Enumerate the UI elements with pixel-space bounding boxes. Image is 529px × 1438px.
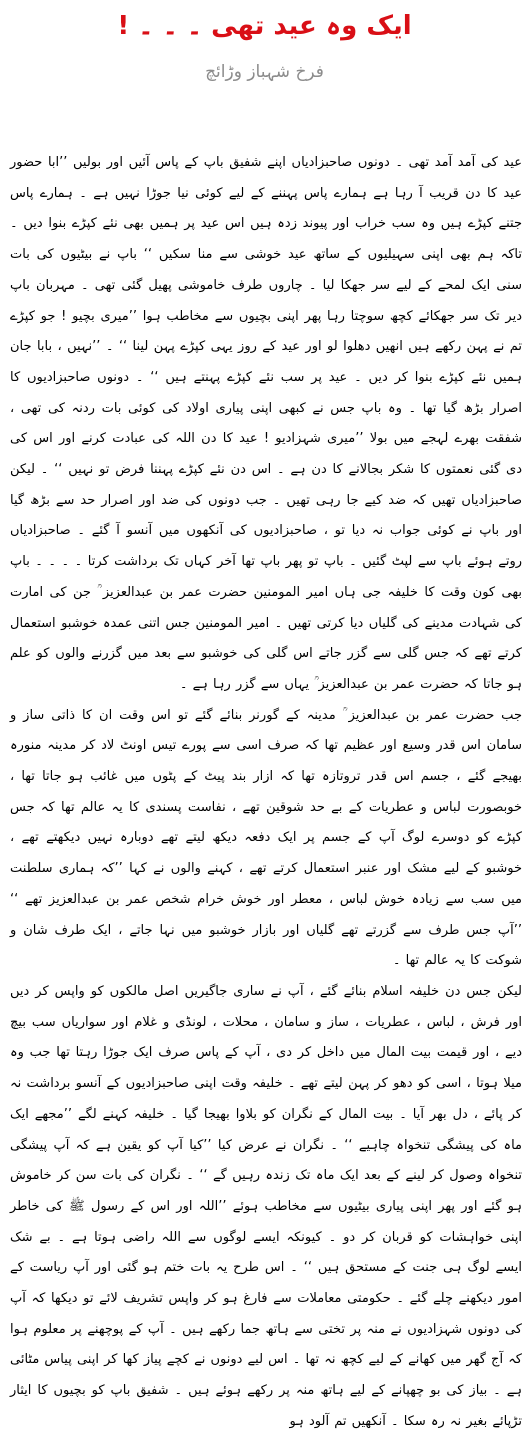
article-title: ایک وہ عید تھی ۔ ۔ ۔ !: [117, 11, 412, 41]
article-header: [0, 0, 529, 110]
article-body: [10, 148, 522, 1438]
paragraph-1: عید کی آمد آمد تھی ۔ دونوں صاحبزادیاں اپنے شفیق باپ کے پاس آئیں اور بولیں ’’ابا حضور عید کا دن قریب آ رہا ہے ہمارے پاس پہننے کے لیے کوئی نیا جوڑا نہیں ہے ۔ ہمارے پاس جتنے کپڑے ہیں وہ سب خراب اور پیوند زدہ ہیں اس عید پر ہمیں بھی نئے کپڑے بنوا دیں ۔ تاکہ ہم بھی اپنی سہیلیوں کے ساتھ عید خوشی سے منا سکیں ‘‘ باپ نے بیٹیوں کی بات سنی ایک لمحے کے لیے سر جھکا لیا ۔ چاروں طرف خاموشی پھیل گئی تھی ۔ مہربان باپ دیر تک سر جھکائے کچھ سوچتا رہا پھر اپنی بچیوں سے مخاطب ہوا ’’میری بچیو ! جو کپڑے تم نے پہن رکھے ہیں انھیں دھلوا لو اور عید کے روز یہی کپڑے پہن لینا ‘‘ ۔ ’’نہیں ، بابا جان ہمیں نئے کپڑے بنوا کر دیں ۔ عید پر سب نئے کپڑے پہنتے ہیں ‘‘ ۔ دونوں صاحبزادیوں کا اصرار بڑھ گیا تھا ۔ وہ باپ جس نے کبھی اپنی پیاری اولاد کی کوئی بات ردنہ کی تھی ، شفقت بھرے لہجے میں بولا ’’میری شہزادیو ! عید کا دن اللہ کی عبادت کرنے اور اس کی دی گئی نعمتوں کا شکر بجالانے کا دن ہے ۔ اس دن نئے کپڑے پہننا فرض تو نہیں ‘‘ ۔ لیکن صاحبزادیاں تھیں کہ ضد کیے جا رہی تھیں ۔ جب دونوں کی ضد اور اصرار حد سے بڑھ گیا اور باپ نے کوئی جواب نہ دیا تو ، صاحبزادیوں کی آنکھوں میں آنسو آ گئے ۔ صاحبزادیاں روتے ہوئے باپ سے لپٹ گئیں ۔ باپ تو پھر باپ تھا آخر کہاں تک برداشت کرتا ۔ ۔ ۔ ۔ باپ بھی کون وقت کا خلیفہ جی ہاں امیر المومنین حضرت عمر بن عبدالعزیز ؒ جن کی امارت کی شہادت مدینے کی گلیاں دیا کرتی تھیں ۔ امیر المومنین جس اتنی عمدہ خوشبو استعمال کرتے تھے کہ جس گلی سے گزر جاتے اس گلی کی خوشبو سے بعد میں گزرنے والوں کو علم ہو جاتا کہ حضرت عمر بن عبدالعزیز ؒ یہاں سے گزر رہا ہے ۔: [10, 155, 522, 692]
paragraph-3: لیکن جس دن خلیفہ اسلام بنائے گئے ، آپ نے ساری جاگیریں اصل مالکوں کو واپس کر دیں اور فرش ، لباس ، عطریات ، ساز و سامان ، محلات ، لونڈی و غلام اور سواریاں سب بیچ دیے ، اور قیمت بیت المال میں داخل کر دی ، آپ کے پاس صرف ایک جوڑا رہتا تھا جب وہ میلا ہوتا ، اسی کو دھو کر پہن لیتے تھے ۔ خلیفہ وقت اپنی صاحبزادیوں کے آنسو برداشت نہ کر پائے ، دل بھر آیا ۔ بیت المال کے نگران کو بلاوا بھیجا گیا ۔ خلیفہ کہنے لگے ’’مجھے ایک ماہ کی پیشگی تنخواہ چاہیے ‘‘ ۔ نگران نے عرض کیا ’’کیا آپ کو یقین ہے کہ آپ پیشگی تنخواہ وصول کر لینے کے بعد ایک ماہ تک زندہ رہیں گے ‘‘ ۔ نگران کی بات سن کر خاموش ہو گئے اور پھر اپنی پیاری بیٹیوں سے مخاطب ہوئے ’’اللہ اور اس کے رسول ﷺ کی خاطر اپنی خواہشات کو قربان کر دو ۔ کیونکہ ایسے لوگوں سے اللہ راضی ہوتا ہے ۔ بے شک ایسے لوگ ہی جنت کے مستحق ہیں ‘‘ ۔ اس طرح یہ بات ختم ہو گئی اور آپ ریاست کے امور دیکھنے چلے گئے ۔ حکومتی معاملات سے فارغ ہو کر واپس تشریف لائے تو دیکھا کہ آپ کی دونوں شہزادیوں نے منہ پر تختی سے ہاتھ جما رکھے ہیں ۔ آپ کے پوچھنے پر معلوم ہوا کہ آج گھر میں کھانے کے لیے کچھ نہ تھا ۔ اس لیے دونوں نے کچے پیاز کھا کر اپنی پیاس مٹائی ہے ۔ بیاز کی بو چھپانے کے لیے ہاتھ منہ پر رکھے ہوئے ہیں ۔ شفیق باپ کو بچیوں کا ایثار تڑپائے بغیر نہ رہ سکا ۔ آنکھیں تم آلود ہو: [10, 983, 522, 1429]
author-name: فرخ شہباز وڑائچ: [205, 62, 324, 82]
paragraph-2: جب حضرت عمر بن عبدالعزیز ؒ مدینہ کے گورنر بنائے گئے تو اس وقت ان کا ذاتی ساز و سامان اس قدر وسیع اور عظیم تھا کہ صرف اسی سے پورے تیس اونٹ لاد کر مدینہ منورہ بھیجے گئے ، جسم اس قدر تروتازہ تھا کہ ازار بند پیٹ کے پٹوں میں غائب ہو جاتا تھا ، خوبصورت لباس و عطریات کے بے حد شوقین تھے ، نفاست پسندی کا یہ عالم تھا کہ جس کپڑے کو دوسرے لوگ آپ کے جسم پر ایک دفعہ دیکھ لیتے تھے دوبارہ نہیں دیکھتے تھے ، خوشبو کے لیے مشک اور عنبر استعمال کرتے تھے ، کہنے والوں نے کہا ’’کہ ہماری سلطنت میں سب سے زیادہ خوش لباس ، معطر اور خوش خرام شخص عمر بن عبدالعزیز تھے ‘‘ ’’آپ جس طرف سے گزرتے تھے گلیاں اور بازار خوشبو میں نہا جاتے ، ایک طرف شان و شوکت کا یہ عالم تھا ۔: [10, 707, 522, 969]
